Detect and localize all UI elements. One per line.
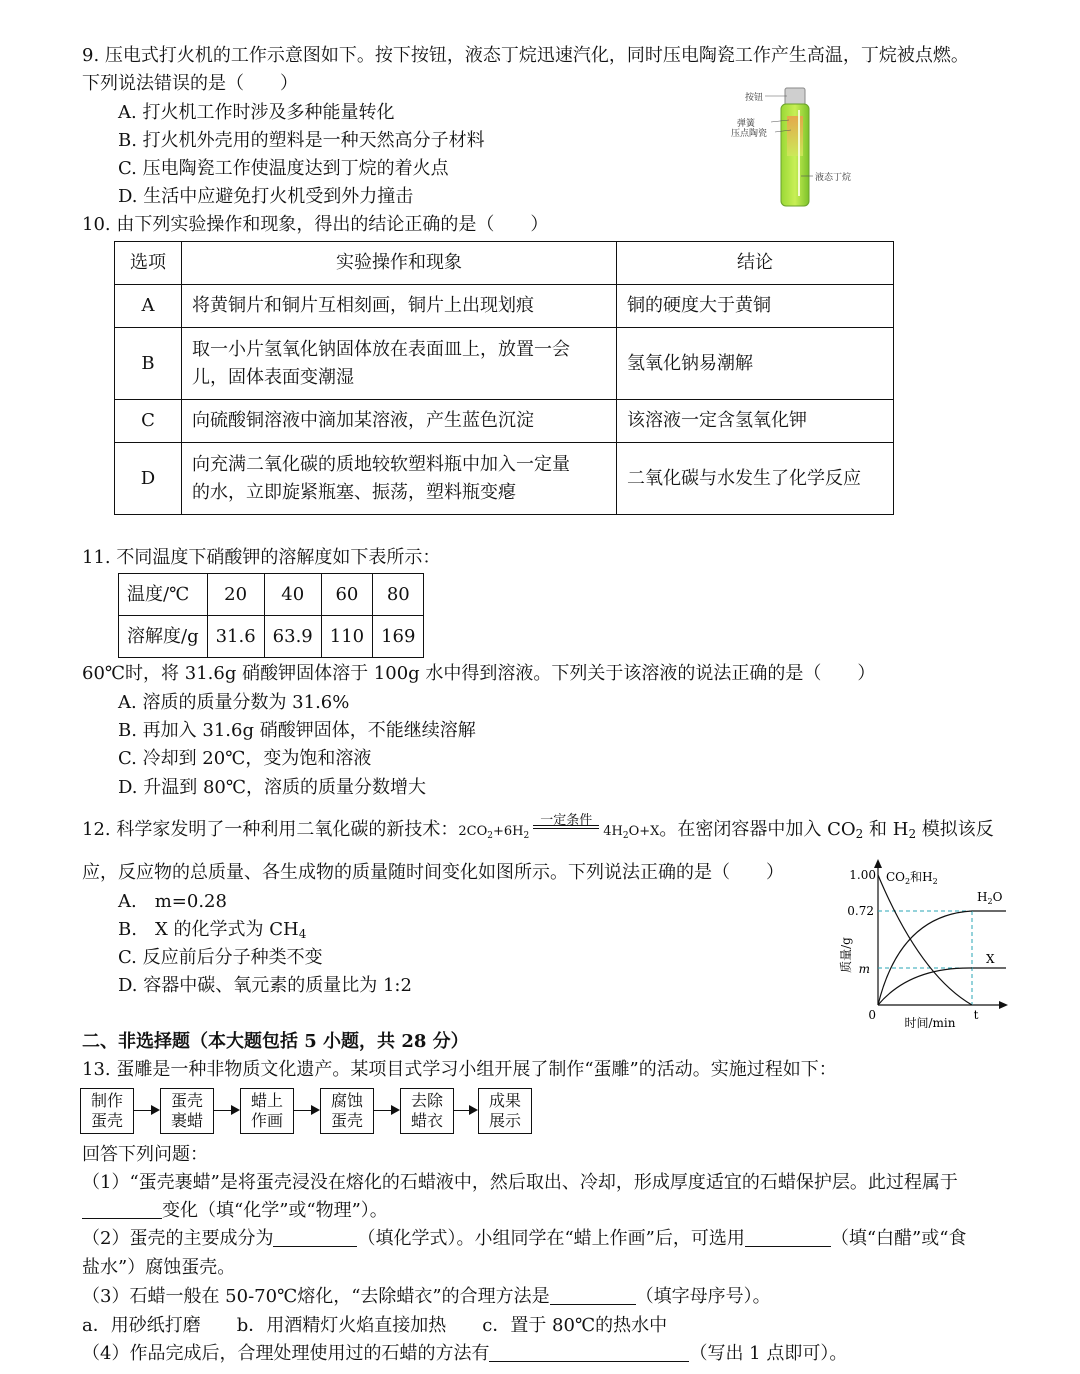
q12-stem-text: 和 H — [863, 819, 909, 840]
row-option: B — [115, 328, 182, 400]
q12-stem-text: 12. 科学家发明了一种利用二氧化碳的新技术： — [82, 819, 459, 840]
flow-arrow — [214, 1110, 238, 1111]
q13-part2-text: （填“白醋”或“食 — [830, 1228, 967, 1249]
cell-temp: 20 — [207, 574, 264, 616]
q10-table — [114, 241, 894, 515]
flow-text: 裹蜡 — [170, 1111, 203, 1130]
q13-blank-2[interactable] — [273, 1228, 357, 1247]
flow-text: 蛋壳 — [170, 1091, 203, 1110]
row-operation — [182, 443, 617, 515]
q11-solubility-table — [118, 573, 424, 658]
flow-text: 展示 — [488, 1111, 521, 1130]
cell-sol: 31.6 — [207, 616, 264, 658]
q9-stem-line2: 下列说法错误的是（ ） — [82, 73, 298, 94]
flow-text: 作画 — [250, 1111, 283, 1130]
eq-condition: 一定条件 — [540, 813, 593, 828]
q11-question: 60℃时，将 31.6g 硝酸钾固体溶于 100g 水中得到溶液。下列关于该溶液的说法正确的是（ ） — [82, 663, 876, 684]
eq-h2o: 4H — [603, 824, 623, 839]
row-operation — [182, 400, 617, 443]
reactant-curve — [878, 875, 972, 1005]
flow-arrow — [454, 1110, 476, 1111]
q13-part3-text: （3）石蜡一般在 50-70℃熔化，“去除蜡衣”的合理方法是 — [82, 1286, 550, 1307]
cell-sol-label: 溶解度/g — [119, 616, 208, 658]
lighter-label-spring: 弹簧 — [737, 119, 756, 129]
label-co2: CO — [886, 870, 906, 884]
q13-blank-5[interactable] — [489, 1343, 689, 1362]
q12-stem-line1: 12. 科学家发明了一种利用二氧化碳的新技术：$2CO_2+6H_2$ 一定条件 $4H_2O+X$。在密闭容器中加入 $CO_2$ 和 $H_2$ 模拟该反 — [82, 818, 994, 844]
row-conclusion: 铜的硬度大于黄铜 — [617, 285, 894, 328]
q12-stem-line2: 应，反应物的总质量、各生成物的质量随时间变化如图所示。下列说法正确的是（ ） — [82, 862, 784, 883]
header-conclusion: 结论 — [617, 242, 894, 285]
q11-option-b: B. 再加入 31.6g 硝酸钾固体，不能继续溶解 — [118, 720, 476, 741]
q9-option-d: D. 生活中应避免打火机受到外力撞击 — [118, 186, 414, 207]
cell-temp-label: 温度/℃ — [119, 574, 208, 616]
q13-answer-prompt: 回答下列问题： — [82, 1144, 208, 1165]
row-conclusion: 二氧化碳与水发生了化学反应 — [617, 443, 894, 515]
header-operation: 实验操作和现象 — [182, 242, 617, 285]
cell-temp: 80 — [373, 574, 424, 616]
q11-option-d: D. 升温到 80℃，溶质的质量分数增大 — [118, 777, 426, 798]
q13-part4 — [82, 1342, 847, 1366]
q13-part3 — [82, 1285, 771, 1309]
flow-arrow — [134, 1110, 158, 1111]
flow-arrow — [294, 1110, 318, 1111]
header-option: 选项 — [115, 242, 182, 285]
q13-blank-3[interactable] — [745, 1228, 831, 1247]
q12-stem-text: 。在密闭容器中加入 CO — [659, 819, 856, 840]
q13-part4-text: （4）作品完成后，合理处理使用过的石蜡的方法有 — [82, 1343, 490, 1364]
flow-text: 蛋壳 — [90, 1111, 123, 1130]
q12-equation: $2CO_2+6H_2$ 一定条件 $4H_2O+X$ — [458, 820, 659, 844]
q13-part2-line2: 盐水”）腐蚀蛋壳。 — [82, 1257, 236, 1278]
flow-text: 腐蚀 — [330, 1091, 363, 1110]
q13-part3-text: （填字母序号）。 — [635, 1286, 771, 1307]
flow-text: 成果 — [488, 1091, 521, 1110]
eq-arrow — [529, 813, 603, 835]
label-100: 1.00 — [849, 868, 876, 882]
q13-part2-line1 — [82, 1227, 966, 1251]
q9-option-c: C. 压电陶瓷工作使温度达到丁烷的着火点 — [118, 158, 449, 179]
row-operation-text: 向充满二氧化碳的质地较软塑料瓶中加入一定量 — [192, 453, 570, 475]
q10-stem: 10. 由下列实验操作和现象，得出的结论正确的是（ ） — [82, 214, 549, 235]
q9-option-a: A. 打火机工作时涉及多种能量转化 — [118, 102, 395, 123]
q12-option-a: A. m=0.28 — [118, 891, 227, 912]
row-operation-text: 取一小片氢氧化钠固体放在表面皿上，放置一会 — [192, 338, 570, 360]
q11-option-c: C. 冷却到 20℃，变为饱和溶液 — [118, 748, 372, 769]
row-conclusion: 该溶液一定含氢氧化钾 — [617, 400, 894, 443]
lighter-figure — [731, 84, 855, 214]
flow-step-2 — [160, 1088, 214, 1134]
label-h2o: $H_2O$ — [977, 890, 1003, 906]
row-operation — [182, 328, 617, 400]
cell-temp: 40 — [264, 574, 321, 616]
flow-step-3 — [240, 1088, 294, 1134]
label-co2-h2: $CO_2$和$H_2$ — [886, 870, 938, 886]
flow-text: 蜡衣 — [410, 1111, 443, 1130]
label-t: t — [973, 1008, 979, 1022]
row-option: A — [115, 285, 182, 328]
x-axis-label: 时间/min — [904, 1016, 956, 1030]
flow-text: 蛋壳 — [330, 1111, 363, 1130]
row-option: C — [115, 400, 182, 443]
lighter-label-ceramic: 压点陶瓷 — [731, 129, 768, 139]
flow-text: 去除 — [410, 1091, 443, 1110]
q12-option-b-text: B. X 的化学式为 CH — [118, 919, 299, 940]
eq-h2: +6H — [492, 824, 524, 839]
q9-option-b: B. 打火机外壳用的塑料是一种天然高分子材料 — [118, 130, 485, 151]
cell-sol: 169 — [373, 616, 424, 658]
q13-stem: 13. 蛋雕是一种非物质文化遗产。某项目式学习小组开展了制作“蛋雕”的活动。实施过程如下： — [82, 1059, 837, 1080]
label-x: X — [986, 952, 995, 966]
q13-part3-options: a．用砂纸打磨 b．用酒精灯火焰直接加热 c．置于 80℃的热水中 — [82, 1315, 668, 1336]
table-row — [115, 285, 894, 328]
flow-step-5 — [400, 1088, 454, 1134]
cell-sol: 63.9 — [264, 616, 321, 658]
table-row — [115, 400, 894, 443]
lighter-illustration — [735, 84, 855, 214]
q11-stem: 11. 不同温度下硝酸钾的溶解度如下表所示： — [82, 547, 441, 568]
row-operation — [182, 285, 617, 328]
q13-part2-text: （填化学式）。小组同学在“蜡上作画”后，可选用 — [357, 1228, 745, 1249]
q13-part1-line2 — [82, 1199, 388, 1223]
q12-stem-text: 模拟该反 — [916, 819, 994, 840]
q9-stem-line1: 9. 压电式打火机的工作示意图如下。按下按钮，液态丁烷迅速汽化，同时压电陶瓷工作产生高温，丁烷被点燃。 — [82, 45, 969, 66]
q12-option-d: D. 容器中碳、氧元素的质量比为 1:2 — [118, 975, 412, 996]
flow-step-1 — [80, 1088, 134, 1134]
label-072: 0.72 — [847, 904, 874, 918]
label-origin: 0 — [868, 1008, 876, 1022]
lighter-label-button: 按钮 — [745, 93, 764, 103]
label-h2o-text: H — [977, 890, 988, 904]
q13-part1-line1: （1）“蛋壳裹蜡”是将蛋壳浸没在熔化的石蜡液中，然后取出、冷却，形成厚度适宜的石蜡保护层。此过程属于 — [82, 1172, 958, 1193]
table-row — [115, 328, 894, 400]
q12-mass-time-graph — [830, 855, 1010, 1035]
row-operation-text: 向硫酸铜溶液中滴加某溶液，产生蓝色沉淀 — [192, 410, 534, 431]
q13-blank-1[interactable] — [82, 1200, 162, 1219]
q12-option-c: C. 反应前后分子种类不变 — [118, 947, 323, 968]
row-operation-text: 儿，固体表面变潮湿 — [192, 366, 354, 388]
q13-part1-text: 变化（填“化学”或“物理”）。 — [162, 1200, 388, 1221]
flow-step-6 — [478, 1088, 532, 1134]
table-row — [119, 574, 424, 616]
q11-option-a: A. 溶质的质量分数为 31.6% — [118, 692, 350, 713]
y-axis-label: 质量/g — [839, 937, 853, 973]
row-option: D — [115, 443, 182, 515]
q13-part2-text: （2）蛋壳的主要成分为 — [82, 1228, 274, 1249]
q13-blank-4[interactable] — [550, 1286, 636, 1305]
flow-text: 制作 — [90, 1091, 123, 1110]
x-curve — [878, 968, 972, 1005]
row-operation-text: 的水，立即旋紧瓶塞、振荡，塑料瓶变瘪 — [192, 481, 516, 503]
q12-option-b: B. X 的化学式为 $CH_4$ — [118, 919, 307, 941]
label-m: m — [858, 962, 870, 976]
flow-step-4 — [320, 1088, 374, 1134]
row-conclusion: 氢氧化钠易潮解 — [617, 328, 894, 400]
cell-sol: 110 — [321, 616, 372, 658]
table-header-row — [115, 242, 894, 285]
lighter-label-butane: 液态丁烷 — [815, 173, 852, 183]
flow-text: 蜡上 — [250, 1091, 283, 1110]
q13-part4-text: （写出 1 点即可）。 — [689, 1343, 848, 1364]
cell-temp: 60 — [321, 574, 372, 616]
x-axis-arrow — [999, 1001, 1008, 1009]
eq-co2: 2CO — [458, 824, 488, 839]
table-row — [119, 616, 424, 658]
eq-x: O+X — [628, 824, 660, 839]
section2-title: 二、非选择题（本大题包括 5 小题，共 28 分） — [82, 1031, 469, 1052]
y-axis-arrow — [874, 859, 882, 868]
flow-arrow — [374, 1110, 398, 1111]
table-row — [115, 443, 894, 515]
row-operation-text: 将黄铜片和铜片互相刻画，铜片上出现划痕 — [192, 295, 534, 316]
